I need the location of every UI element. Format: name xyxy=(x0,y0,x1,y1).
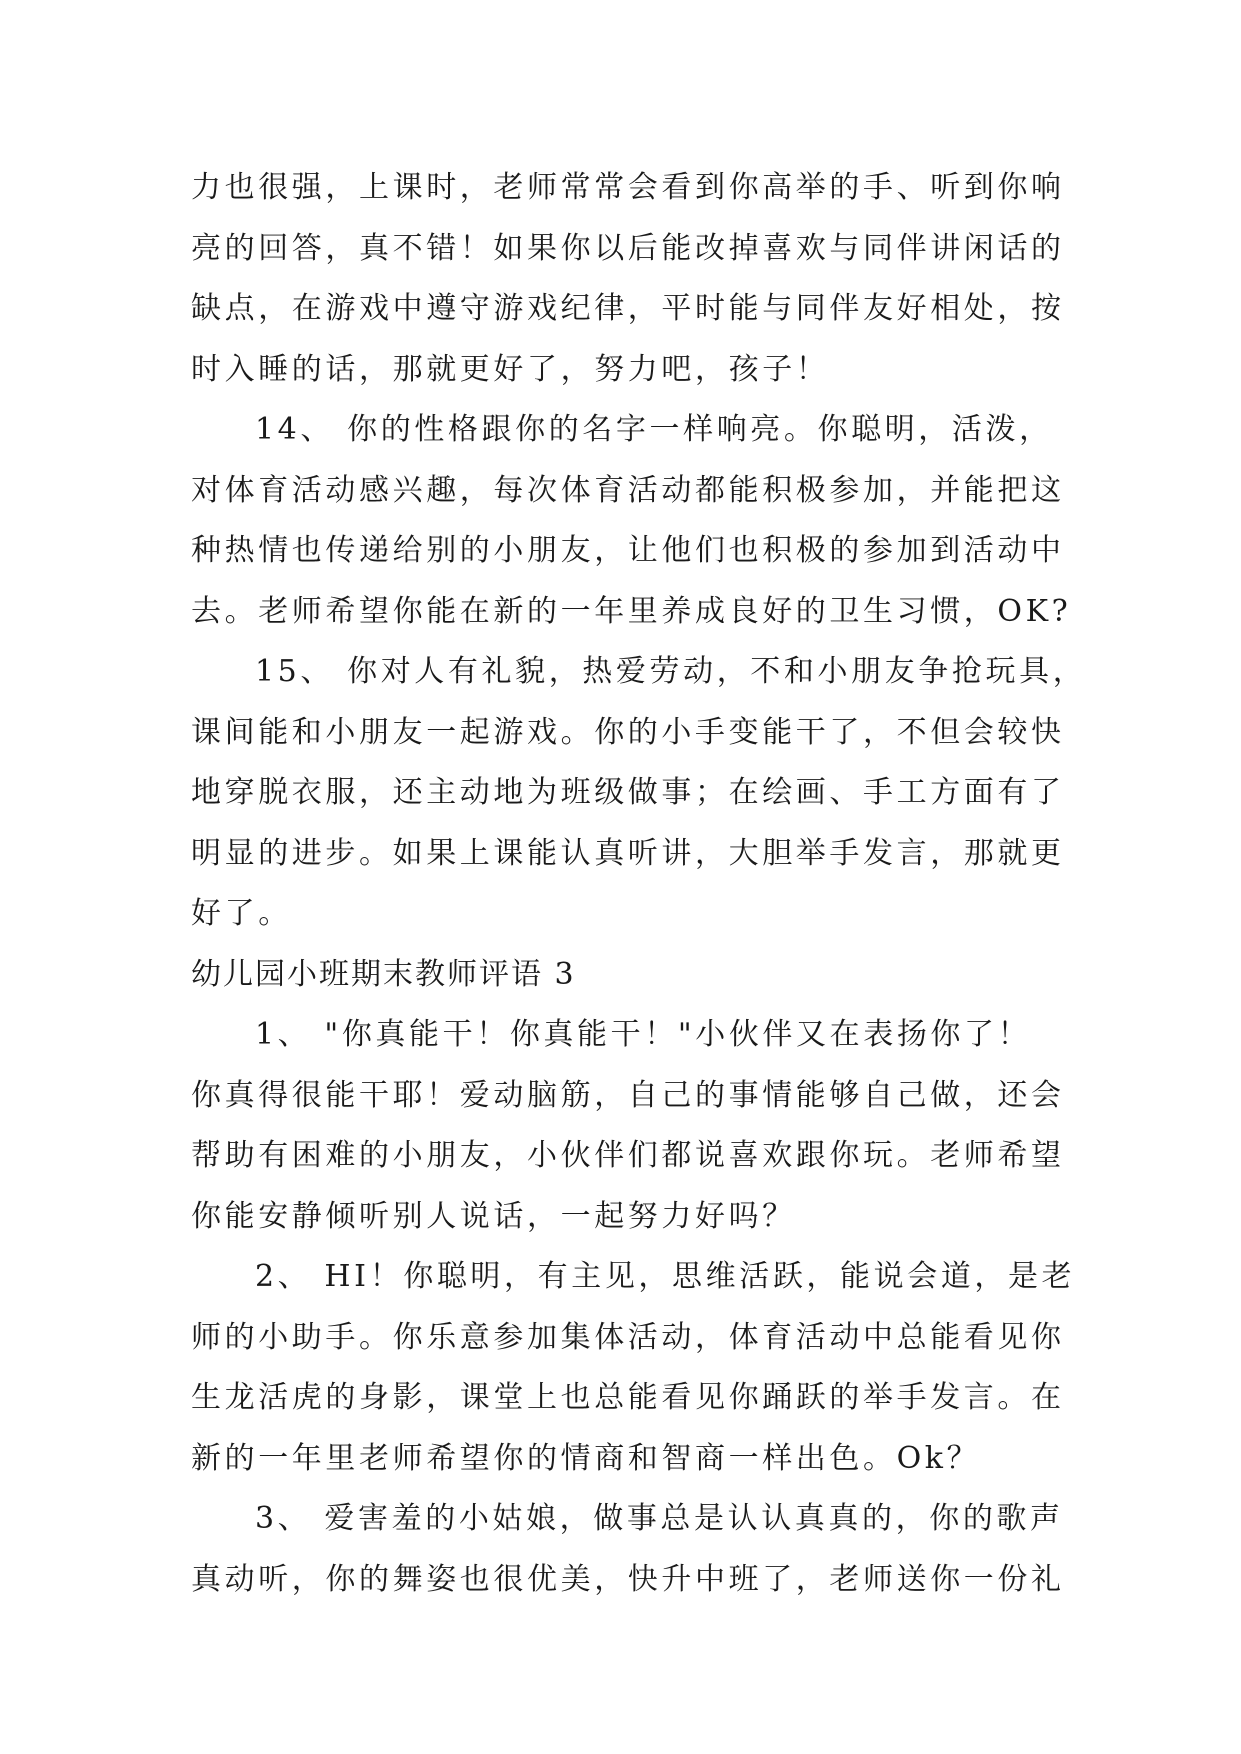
text-line: 你真得很能干耶！爱动脑筋，自己的事情能够自己做，还会 xyxy=(191,1077,1065,1113)
paragraph-first-line: 15、 你对人有礼貌，热爱劳动，不和小朋友争抢玩具， xyxy=(255,654,1087,689)
document-body xyxy=(191,158,1087,1610)
text-line: 亮的回答，真不错！如果你以后能改掉喜欢与同伴讲闲话的 xyxy=(191,230,1065,266)
text-line: 缺点，在游戏中遵守游戏纪律，平时能与同伴友好相处，按 xyxy=(191,291,1065,326)
paragraph-first-line: 3、 爱害羞的小姑娘，做事总是认认真真的，你的歌声 xyxy=(255,1501,1064,1536)
text-line: 帮助有困难的小朋友，小伙伴们都说喜欢跟你玩。老师希望 xyxy=(191,1138,1065,1173)
text-line: 对体育活动感兴趣，每次体育活动都能积极参加，并能把这 xyxy=(191,472,1065,508)
text-line: 力也很强，上课时，老师常常会看到你高举的手、听到你响 xyxy=(191,170,1065,205)
section-heading: 幼儿园小班期末教师评语 3 xyxy=(191,956,576,992)
paragraph-first-line: 2、 HI！你聪明，有主见，思维活跃，能说会道，是老 xyxy=(255,1259,1076,1294)
text-line: 明显的进步。如果上课能认真听讲，大胆举手发言，那就更 xyxy=(191,835,1065,871)
text-line: 课间能和小朋友一起游戏。你的小手变能干了，不但会较快 xyxy=(191,714,1065,750)
text-line: 新的一年里老师希望你的情商和智商一样出色。Ok？ xyxy=(191,1440,981,1476)
text-line: 好了。 xyxy=(191,896,292,931)
text-line: 师的小助手。你乐意参加集体活动，体育活动中总能看见你 xyxy=(191,1319,1065,1355)
text-line: 你能安静倾听别人说话，一起努力好吗？ xyxy=(191,1198,796,1234)
paragraph-first-line: 14、 你的性格跟你的名字一样响亮。你聪明，活泼， xyxy=(255,412,1053,447)
text-line: 种热情也传递给别的小朋友，让他们也积极的参加到活动中 xyxy=(191,533,1065,568)
text-line: 地穿脱衣服，还主动地为班级做事；在绘画、手工方面有了 xyxy=(191,775,1065,810)
text-line: 时入睡的话，那就更好了，努力吧，孩子！ xyxy=(191,351,830,387)
paragraph-first-line: 1、 "你真能干！你真能干！"小伙伴又在表扬你了！ xyxy=(255,1017,1032,1052)
text-line: 生龙活虎的身影，课堂上也总能看见你踊跃的举手发言。在 xyxy=(191,1380,1065,1415)
text-line: 去。老师希望你能在新的一年里养成良好的卫生习惯，OK? xyxy=(191,593,1072,629)
text-line: 真动听，你的舞姿也很优美，快升中班了，老师送你一份礼 xyxy=(191,1561,1065,1597)
